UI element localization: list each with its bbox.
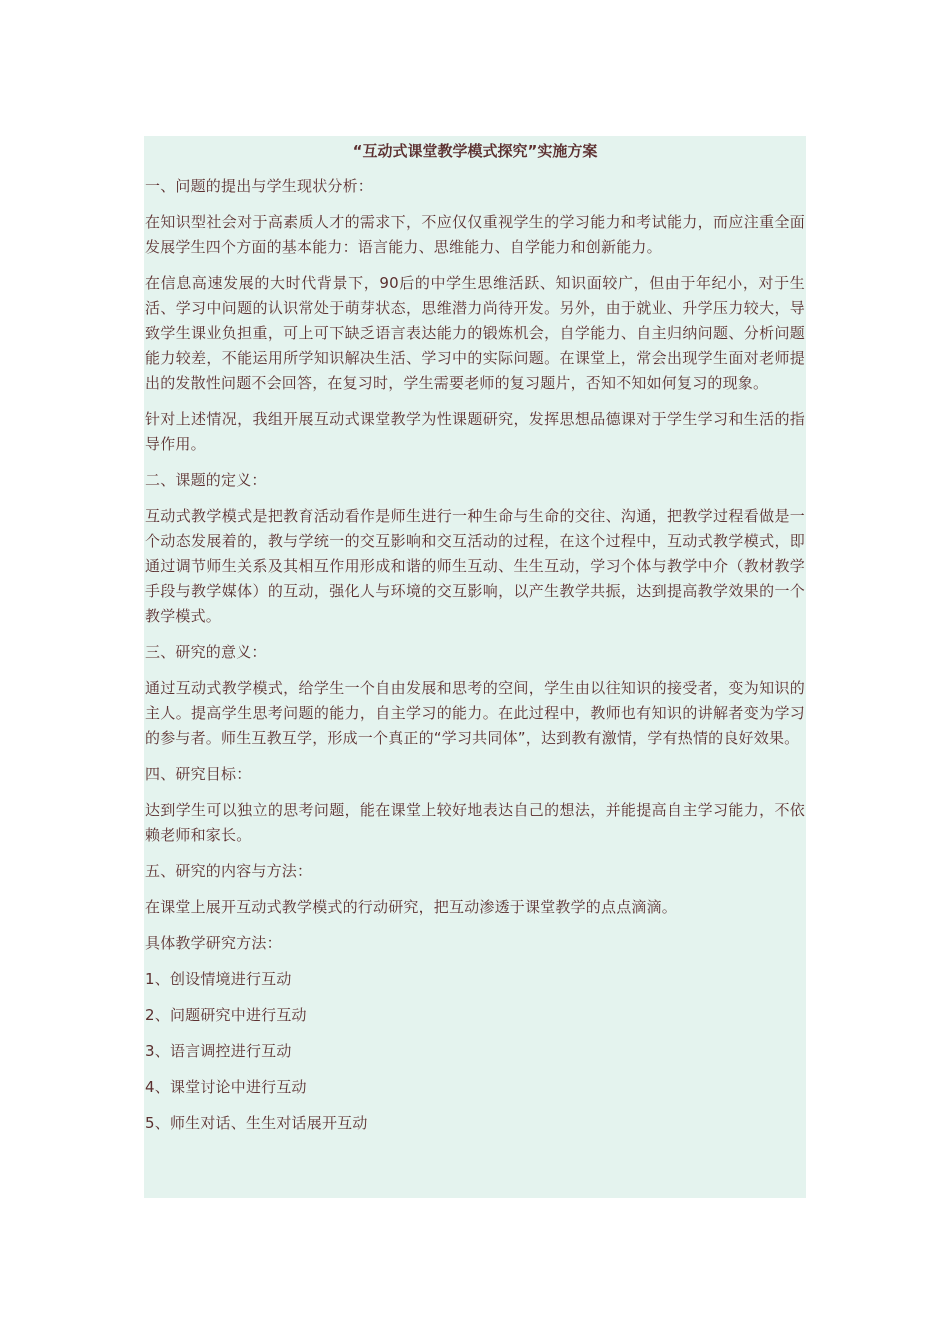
list-item: 5、师生对话、生生对话展开互动 (145, 1114, 368, 1132)
section-heading-goals: 四、研究目标： (145, 765, 252, 783)
section-heading-problem: 一、问题的提出与学生现状分析： (145, 177, 374, 195)
list-item: 1、创设情境进行互动 (145, 970, 292, 988)
paragraph-significance: 通过互动式教学模式，给学生一个自由发展和思考的空间，学生由以往知识的接受者，变为知识的主人。提高学生思考问题的能力，自主学习的能力。在此过程中，教师也有知识的讲解者变为学习的参与者。师生互教互学，形成一个真正的“学习共同体”，达到教有激情，学有热情的良好效果。 (145, 679, 805, 747)
paragraph-definition: 互动式教学模式是把教育活动看作是师生进行一种生命与生命的交往、沟通，把教学过程看做是一个动态发展着的，教与学统一的交互影响和交互活动的过程，在这个过程中，互动式教学模式，即通过调节师生关系及其相互作用形成和谐的师生互动、生生互动，学习个体与教学中介（教材教学手段与教学媒体）的互动，强化人与环境的交互影响，以产生教学共振，达到提高教学效果的一个教学模式。 (145, 507, 805, 625)
document-body (144, 136, 806, 1198)
paragraph-goals: 达到学生可以独立的思考问题，能在课堂上较好地表达自己的想法，并能提高自主学习能力，不依赖老师和家长。 (145, 801, 805, 844)
paragraph-background: 在信息高速发展的大时代背景下，90后的中学生思维活跃、知识面较广，但由于年纪小，对于生活、学习中问题的认识常处于萌芽状态，思维潜力尚待开发。另外，由于就业、升学压力较大，导致学生课业负担重，可上可下缺乏语言表达能力的锻炼机会，自学能力、自主归纳问题、分析问题能力较差，不能运用所学知识解决生活、学习中的实际问题。在课堂上，常会出现学生面对老师提出的发散性问题不会回答，在复习时，学生需要老师的复习题片，否知不知如何复习的现象。 (145, 274, 805, 392)
section-heading-definition: 二、课题的定义： (145, 471, 267, 489)
document-title: “互动式课堂教学模式探究”实施方案 (352, 142, 598, 160)
list-item: 4、课堂讨论中进行互动 (145, 1078, 307, 1096)
paragraph-methods: 在课堂上展开互动式教学模式的行动研究，把互动渗透于课堂教学的点点滴滴。 (145, 898, 678, 916)
methods-list-heading: 具体教学研究方法： (145, 934, 282, 952)
paragraph-abilities: 在知识型社会对于高素质人才的需求下，不应仅仅重视学生的学习能力和考试能力，而应注重全面发展学生四个方面的基本能力：语言能力、思维能力、自学能力和创新能力。 (145, 213, 805, 256)
section-heading-methods: 五、研究的内容与方法： (145, 862, 313, 880)
list-item: 2、问题研究中进行互动 (145, 1006, 307, 1024)
paragraph-response: 针对上述情况，我组开展互动式课堂教学为性课题研究，发挥思想品德课对于学生学习和生活的指导作用。 (145, 410, 805, 453)
list-item: 3、语言调控进行互动 (145, 1042, 292, 1060)
section-heading-significance: 三、研究的意义： (145, 643, 267, 661)
